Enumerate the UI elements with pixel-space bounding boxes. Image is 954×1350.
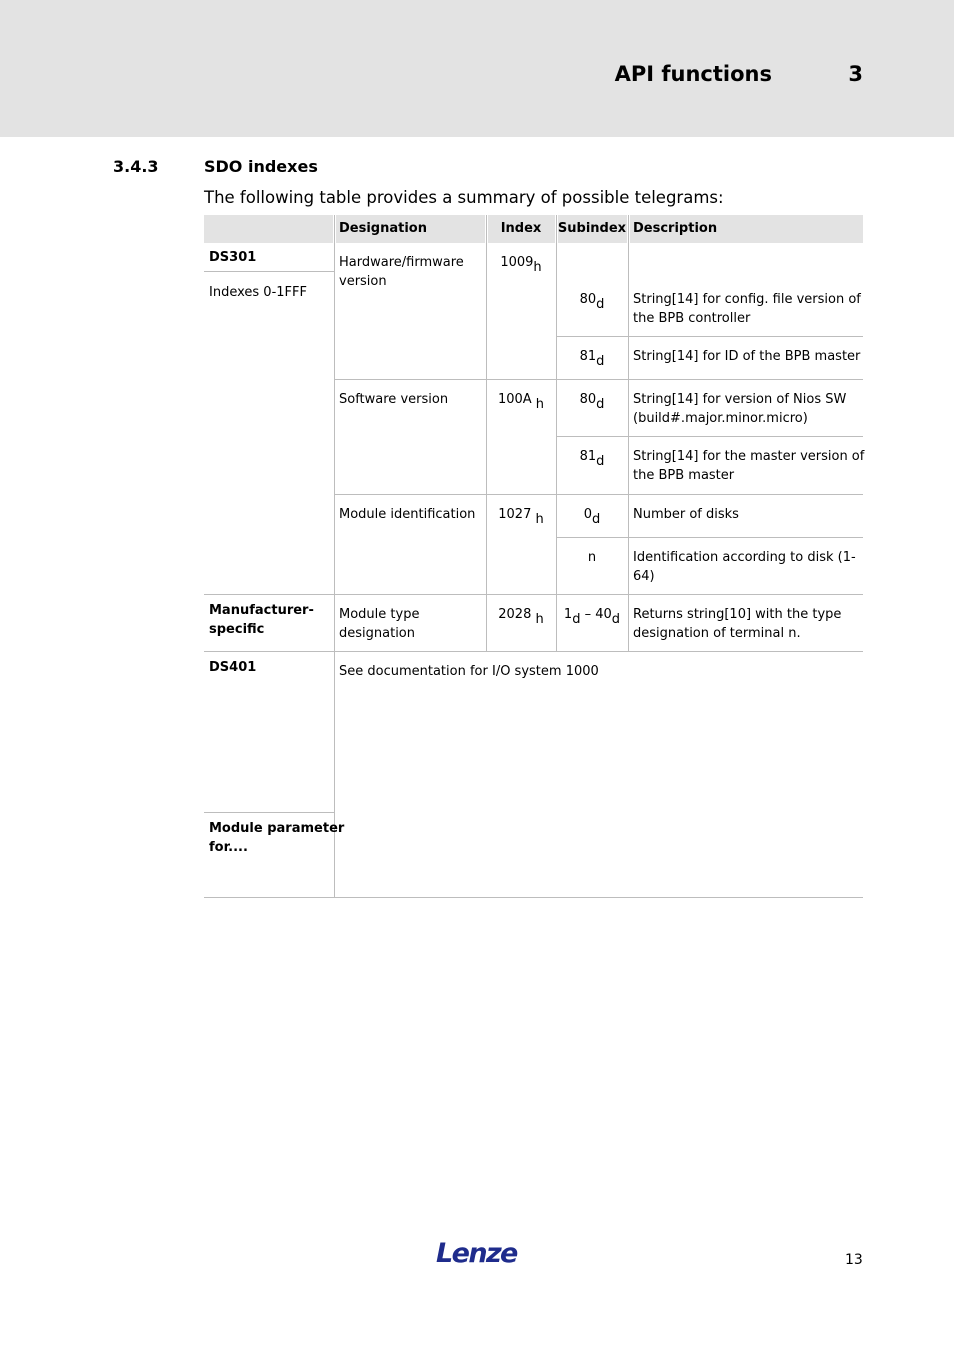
subindex-cell: n xyxy=(587,550,597,565)
col-divider xyxy=(628,215,629,652)
description-cell: String[14] for config. file version of the BPB controller xyxy=(633,292,861,326)
description-cell: String[14] for ID of the BPB master xyxy=(633,349,861,364)
index-cell: 2028 $_h$ xyxy=(498,607,544,627)
page-number: 13 xyxy=(845,1252,863,1268)
ds401-note: See documentation for I/O system 1000 xyxy=(339,664,599,679)
subindex-cell: $1_d - 40_d$ xyxy=(563,607,621,627)
description-cell: Returns string[10] with the type designation of terminal n. xyxy=(633,607,842,641)
group-module-parameter: Module parameter for.... xyxy=(209,821,345,855)
subindex-cell: $81_d$ xyxy=(579,449,605,469)
group-ds301-range: Indexes 0-1FFF xyxy=(209,285,307,300)
row-divider xyxy=(556,336,863,337)
col-divider xyxy=(556,215,557,652)
description-cell: String[14] for the master version of the BPB master xyxy=(633,449,865,483)
section-number: 3.4.3 xyxy=(113,157,159,176)
col-header-description: Description xyxy=(633,221,718,236)
col-header-index: Index xyxy=(500,221,542,236)
subindex-cell: $0_d$ xyxy=(583,507,601,527)
group-ds401: DS401 xyxy=(209,660,257,675)
row-divider xyxy=(556,436,863,437)
intro-text: The following table provides a summary of possible telegrams: xyxy=(204,188,724,207)
index-cell: $1009_h$ xyxy=(500,255,542,275)
row-divider xyxy=(204,271,334,272)
col-divider xyxy=(486,215,487,652)
designation-cell: Module type designation xyxy=(339,607,420,641)
group-manufacturer: Manufacturer- specific xyxy=(209,603,314,637)
description-cell: Identification according to disk (1- 64) xyxy=(633,550,856,584)
section-title: SDO indexes xyxy=(204,157,318,176)
chapter-number: 3 xyxy=(848,62,863,86)
col-header-designation: Designation xyxy=(339,221,427,236)
lenze-logo: Lenze xyxy=(436,1238,517,1269)
subindex-cell: $80_d$ xyxy=(579,392,605,412)
description-cell: Number of disks xyxy=(633,507,739,522)
group-ds301: DS301 xyxy=(209,250,257,265)
row-divider xyxy=(204,594,863,595)
index-cell: 1027 $_h$ xyxy=(498,507,544,527)
subindex-cell: $80_d$ xyxy=(579,292,605,312)
subindex-cell: $81_d$ xyxy=(579,349,605,369)
row-divider xyxy=(204,651,863,652)
designation-cell: Hardware/firmware version xyxy=(339,255,464,289)
row-divider xyxy=(556,537,863,538)
chapter-title: API functions xyxy=(614,62,772,86)
col-divider xyxy=(334,215,335,898)
col-header-subindex: Subindex xyxy=(557,221,627,236)
designation-cell: Module identification xyxy=(339,507,476,522)
description-cell: String[14] for version of Nios SW (build#.major.minor.micro) xyxy=(633,392,847,426)
row-divider xyxy=(334,494,863,495)
row-divider xyxy=(334,379,863,380)
table-header-bg-group xyxy=(204,215,333,243)
designation-cell: Software version xyxy=(339,392,449,407)
row-divider xyxy=(204,897,863,898)
row-divider xyxy=(204,812,334,813)
index-cell: 100A $_h$ xyxy=(497,392,545,412)
